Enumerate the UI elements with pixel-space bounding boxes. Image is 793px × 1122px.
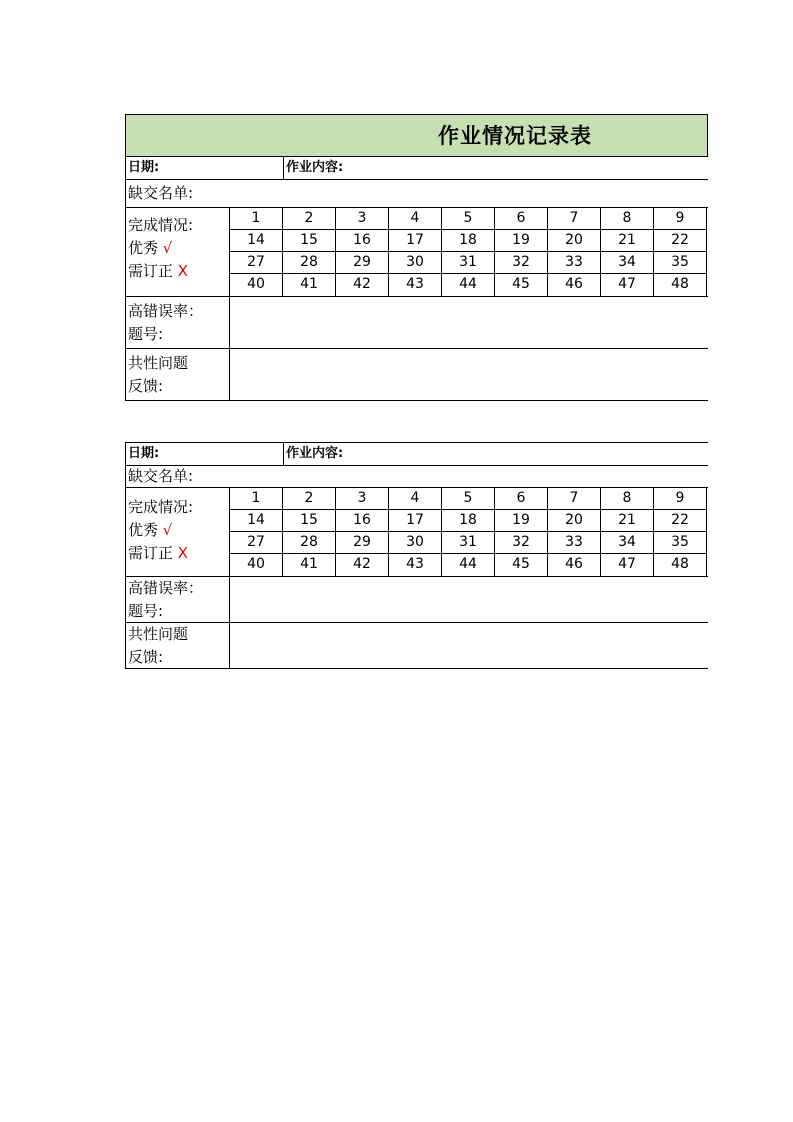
student-number-grid [230, 208, 708, 296]
student-number-cell[interactable]: 7 [548, 488, 601, 510]
student-number-cell[interactable]: 42 [336, 274, 389, 296]
common-issues-label [126, 623, 230, 668]
student-number-cell[interactable]: 30 [389, 252, 442, 274]
student-number-cell[interactable]: 35 [654, 532, 707, 554]
student-number-cell[interactable]: 43 [389, 274, 442, 296]
student-number-cell[interactable]: 8 [601, 208, 654, 230]
high-error-label [126, 297, 230, 348]
needs-fix-label: 需订正 [128, 262, 174, 280]
student-number-cell[interactable]: 28 [283, 532, 336, 554]
student-number-cell[interactable]: 19 [495, 510, 548, 532]
title-bar [126, 114, 708, 157]
common-issues-field[interactable] [230, 349, 708, 400]
student-number-cell[interactable]: 27 [230, 252, 283, 274]
high-error-label-line1: 高错误率： [128, 579, 204, 597]
record-sheet-1 [125, 114, 708, 401]
record-sheet-2 [125, 442, 708, 669]
student-number-cell[interactable]: 48 [654, 554, 707, 576]
student-number-cell[interactable]: 34 [601, 532, 654, 554]
student-number-grid [230, 488, 708, 576]
student-number-cell[interactable]: 30 [389, 532, 442, 554]
student-number-cell[interactable]: 40 [230, 274, 283, 296]
student-number-cell[interactable]: 21 [601, 510, 654, 532]
high-error-row [126, 297, 708, 349]
content-label[interactable]: 作业内容: [286, 160, 344, 175]
student-number-cell[interactable]: 3 [336, 488, 389, 510]
student-number-cell[interactable]: 27 [230, 532, 283, 554]
student-number-cell[interactable]: 9 [654, 488, 707, 510]
student-number-cell[interactable]: 5 [442, 208, 495, 230]
student-number-cell[interactable]: 31 [442, 532, 495, 554]
student-number-cell[interactable]: 28 [283, 252, 336, 274]
student-number-cell[interactable]: 29 [336, 532, 389, 554]
common-issues-field[interactable] [230, 623, 708, 668]
common-issues-label-line2: 反馈: [128, 648, 164, 666]
student-number-cell[interactable]: 18 [442, 510, 495, 532]
excellent-label: 优秀 [128, 521, 159, 539]
student-number-cell[interactable]: 8 [601, 488, 654, 510]
student-number-cell[interactable]: 2 [283, 208, 336, 230]
student-number-cell[interactable]: 46 [548, 554, 601, 576]
student-number-cell[interactable]: 45 [495, 274, 548, 296]
high-error-field[interactable] [230, 297, 708, 348]
completion-row [126, 488, 708, 577]
date-label[interactable]: 日期: [126, 157, 284, 179]
student-number-cell[interactable]: 15 [283, 230, 336, 252]
student-number-cell[interactable]: 32 [495, 252, 548, 274]
student-number-cell[interactable]: 14 [230, 230, 283, 252]
student-number-cell[interactable]: 4 [389, 488, 442, 510]
student-number-cell[interactable]: 48 [654, 274, 707, 296]
high-error-label-line2: 题号: [128, 325, 164, 343]
date-label[interactable]: 日期: [126, 443, 284, 465]
student-number-cell[interactable]: 34 [601, 252, 654, 274]
completion-label: 完成情况: [128, 498, 194, 516]
student-number-cell[interactable]: 35 [654, 252, 707, 274]
page-title: 作业情况记录表 [438, 124, 592, 148]
student-number-cell[interactable]: 15 [283, 510, 336, 532]
student-number-cell[interactable]: 5 [442, 488, 495, 510]
student-number-cell[interactable]: 17 [389, 230, 442, 252]
student-number-cell[interactable]: 29 [336, 252, 389, 274]
cross-icon: X [177, 262, 189, 280]
date-content-row [126, 442, 708, 466]
high-error-label-line1: 高错误率： [128, 302, 204, 320]
student-number-cell[interactable]: 33 [548, 532, 601, 554]
student-number-cell[interactable]: 20 [548, 510, 601, 532]
student-number-cell[interactable]: 1 [230, 488, 283, 510]
common-issues-row [126, 623, 708, 669]
student-number-cell[interactable]: 22 [654, 230, 707, 252]
student-number-cell[interactable]: 44 [442, 554, 495, 576]
student-number-cell[interactable]: 32 [495, 532, 548, 554]
high-error-label [126, 577, 230, 622]
completion-legend [126, 488, 230, 576]
student-number-cell[interactable]: 4 [389, 208, 442, 230]
student-number-cell[interactable]: 31 [442, 252, 495, 274]
student-number-cell[interactable]: 6 [495, 208, 548, 230]
completion-legend [126, 208, 230, 296]
common-issues-label-line2: 反馈: [128, 377, 164, 395]
common-issues-label-line1: 共性问题 [128, 625, 189, 643]
student-number-cell[interactable]: 2 [283, 488, 336, 510]
student-number-cell[interactable]: 43 [389, 554, 442, 576]
high-error-row [126, 577, 708, 623]
student-number-cell[interactable]: 17 [389, 510, 442, 532]
student-number-cell[interactable]: 16 [336, 230, 389, 252]
student-number-cell[interactable]: 19 [495, 230, 548, 252]
student-number-cell[interactable]: 16 [336, 510, 389, 532]
common-issues-label [126, 349, 230, 400]
student-number-cell[interactable]: 20 [548, 230, 601, 252]
common-issues-row [126, 349, 708, 401]
student-number-cell[interactable]: 21 [601, 230, 654, 252]
high-error-label-line2: 题号: [128, 602, 164, 620]
excellent-legend [128, 237, 229, 260]
student-number-cell[interactable]: 7 [548, 208, 601, 230]
student-number-cell[interactable]: 42 [336, 554, 389, 576]
absent-list-label[interactable]: 缺交名单: [126, 466, 708, 488]
content-label[interactable]: 作业内容: [286, 446, 344, 461]
student-number-cell[interactable]: 33 [548, 252, 601, 274]
excellent-label: 优秀 [128, 239, 159, 257]
student-number-cell[interactable]: 18 [442, 230, 495, 252]
student-number-cell[interactable]: 46 [548, 274, 601, 296]
completion-label: 完成情况: [128, 216, 194, 234]
needs-fix-label: 需订正 [128, 544, 174, 562]
excellent-legend [128, 519, 229, 542]
student-number-cell[interactable]: 47 [601, 274, 654, 296]
student-number-cell[interactable]: 45 [495, 554, 548, 576]
student-number-cell[interactable]: 1 [230, 208, 283, 230]
check-icon: √ [162, 239, 173, 257]
date-content-row [126, 157, 708, 180]
completion-row [126, 208, 708, 297]
student-number-cell[interactable]: 22 [654, 510, 707, 532]
student-number-cell[interactable]: 6 [495, 488, 548, 510]
student-number-cell[interactable]: 14 [230, 510, 283, 532]
student-number-cell[interactable]: 3 [336, 208, 389, 230]
check-icon: √ [162, 521, 173, 539]
needs-fix-legend [128, 542, 229, 565]
student-number-cell[interactable]: 44 [442, 274, 495, 296]
student-number-cell[interactable]: 40 [230, 554, 283, 576]
high-error-field[interactable] [230, 577, 708, 622]
cross-icon: X [177, 544, 189, 562]
student-number-cell[interactable]: 41 [283, 554, 336, 576]
absent-list-label[interactable]: 缺交名单: [126, 180, 708, 208]
student-number-cell[interactable]: 41 [283, 274, 336, 296]
student-number-cell[interactable]: 47 [601, 554, 654, 576]
student-number-cell[interactable]: 9 [654, 208, 707, 230]
common-issues-label-line1: 共性问题 [128, 354, 189, 372]
needs-fix-legend [128, 260, 229, 283]
